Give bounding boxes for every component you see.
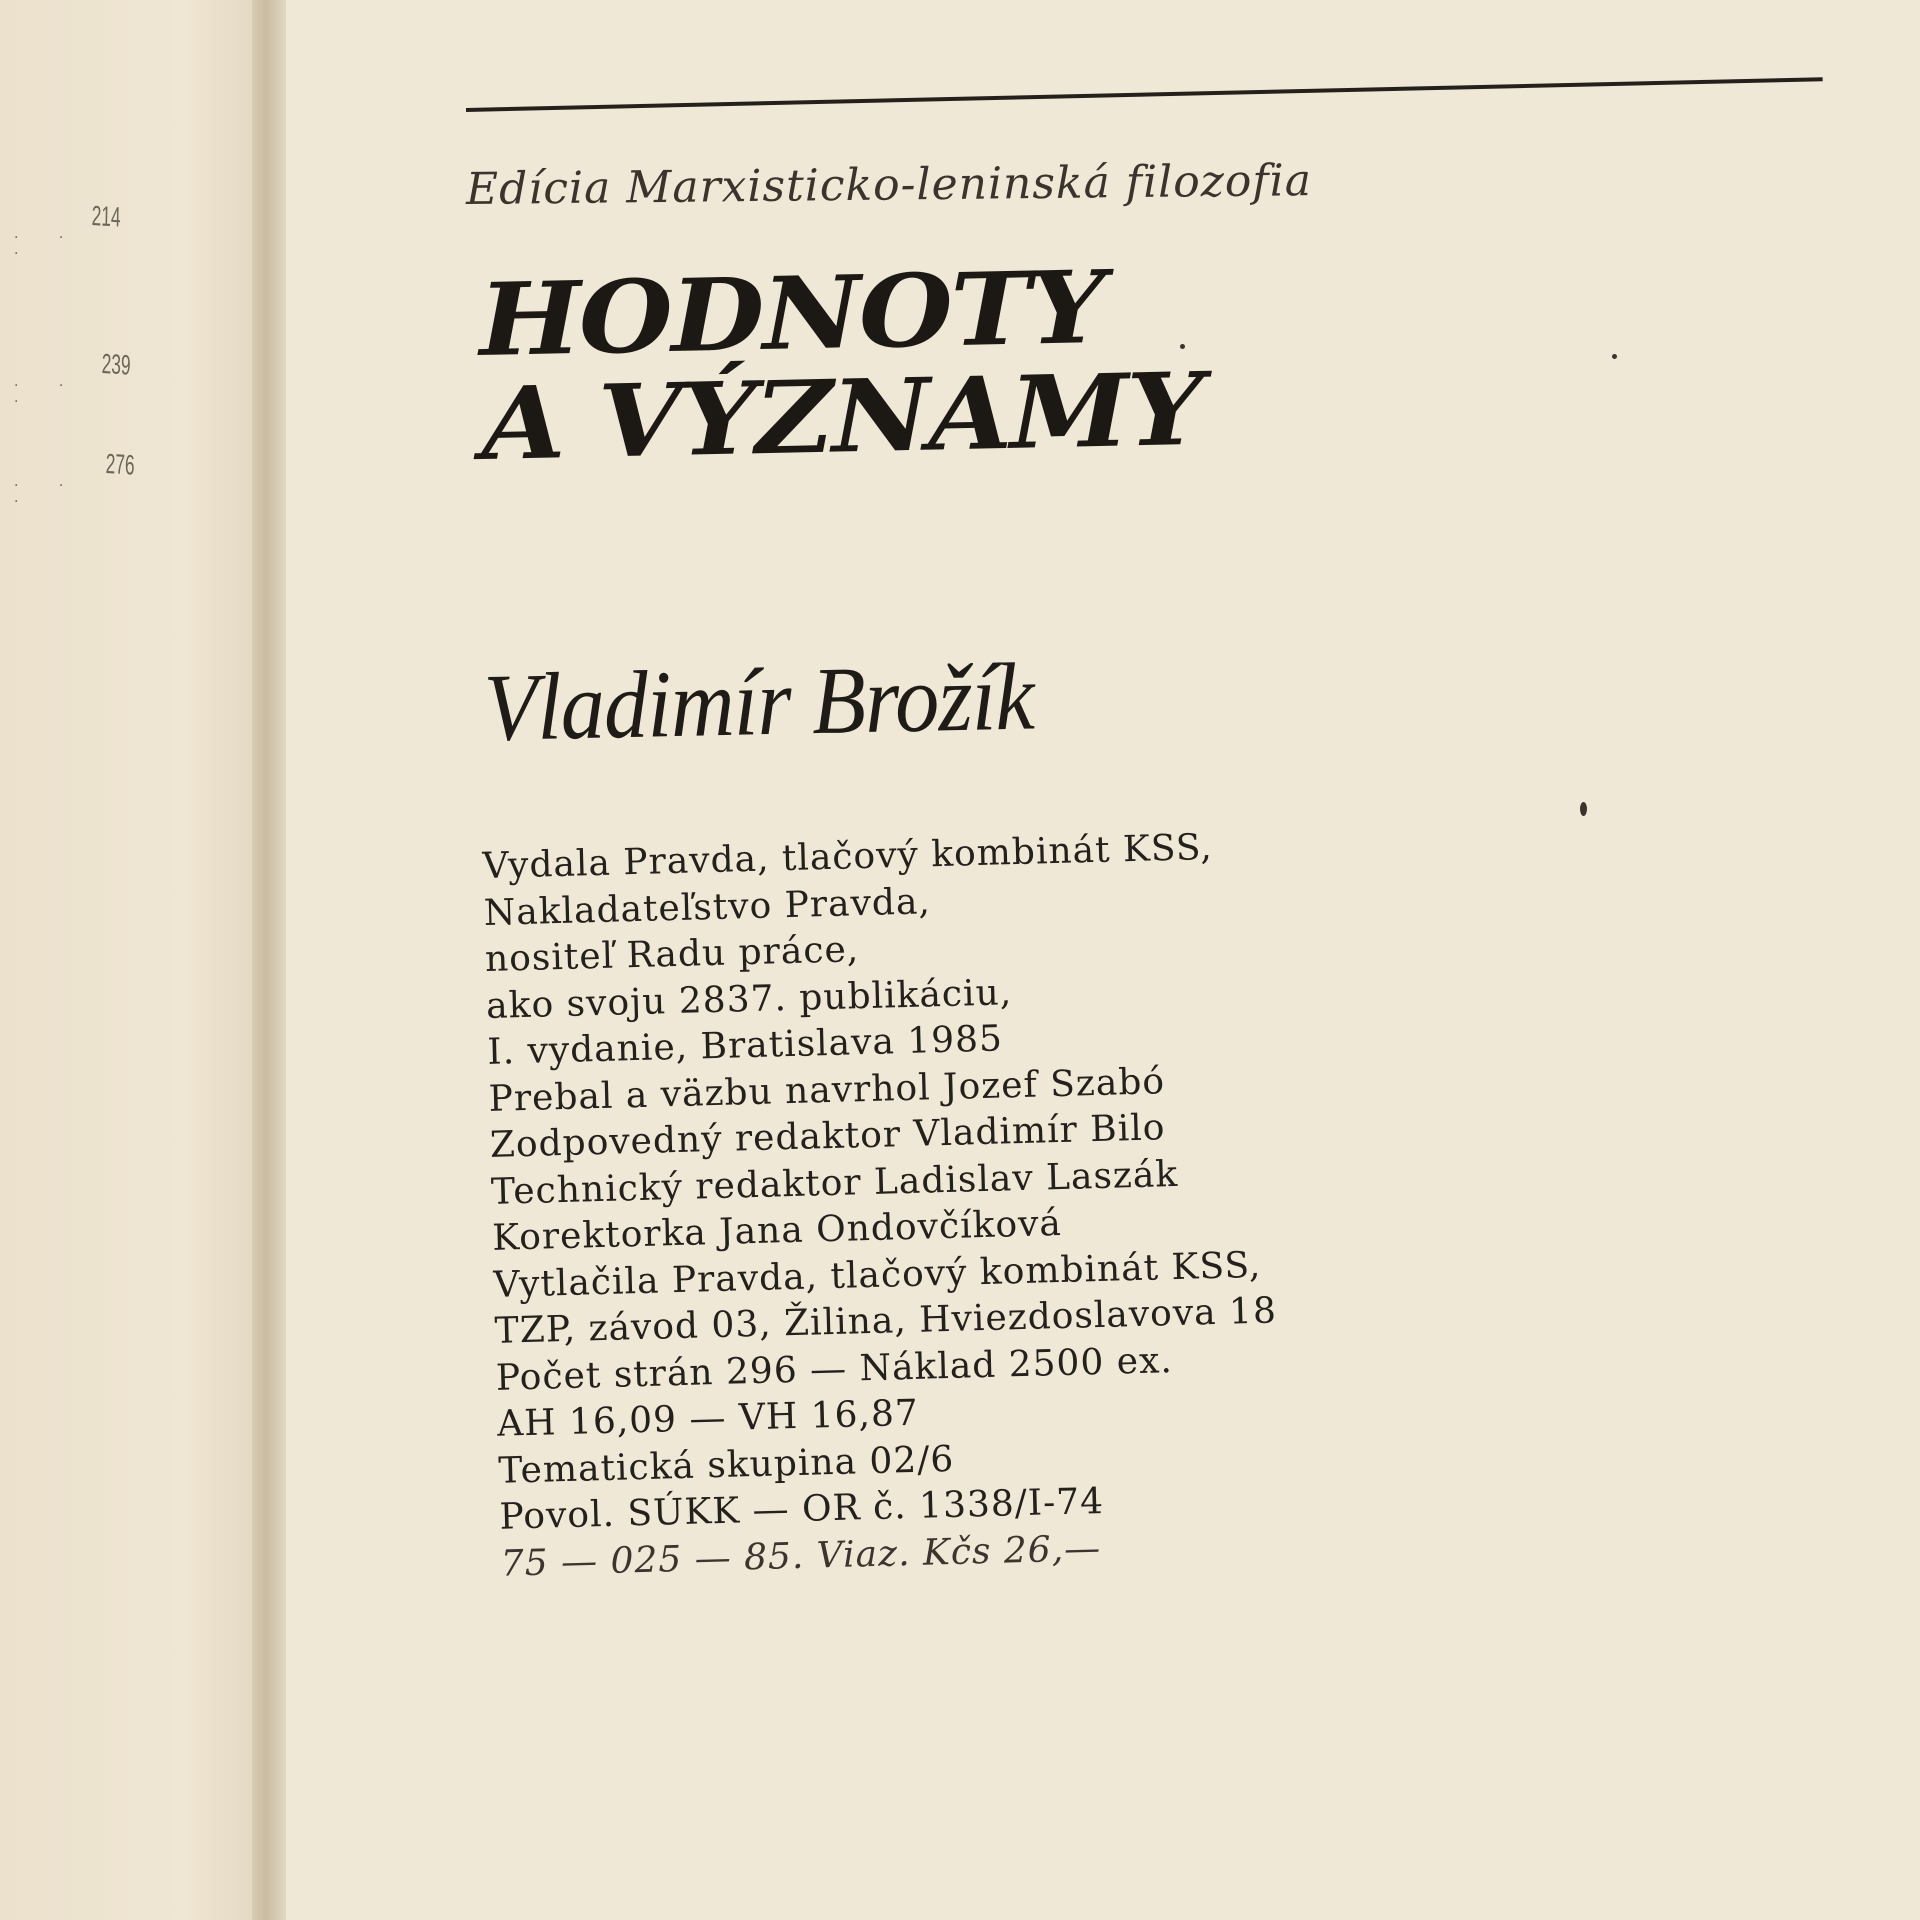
toc-dot-leader: . . .	[14, 374, 82, 406]
imprint-line: TZP, závod 03, Žilina, Hviezdoslavova 18	[494, 1290, 1278, 1352]
imprint-line: Zodpovedný redaktor Vladimír Bilo	[489, 1107, 1166, 1166]
toc-page-number: 214	[91, 200, 121, 233]
toc-page-number: 276	[105, 448, 135, 481]
imprint-line: AH 16,09 — VH 16,87	[496, 1392, 920, 1445]
imprint-line: Prebal a väzbu navrhol Jozef Szabó	[488, 1060, 1166, 1120]
paper-speck	[1580, 802, 1587, 816]
imprint-line: I. vydanie, Bratislava 1985	[486, 1018, 1004, 1073]
toc-entry	[0, 448, 150, 506]
imprint-line: Vytlačila Pravda, tlačový kombinát KSS,	[493, 1244, 1262, 1306]
book-title-line-2: A VÝZNAMY	[480, 349, 1204, 483]
toc-entry	[0, 200, 150, 258]
imprint-line: nositeľ Radu práce,	[484, 929, 860, 980]
book-gutter	[252, 0, 286, 1920]
imprint-price-line: 75 — 025 — 85. Viaz. Kčs 26,—	[500, 1527, 1102, 1585]
imprint-line: Korektorka Jana Ondovčíková	[491, 1202, 1063, 1259]
left-page	[0, 0, 262, 1920]
imprint-line: Tematická skupina 02/6	[497, 1438, 955, 1492]
toc-dot-leader: . . .	[14, 474, 82, 506]
toc-page-number: 239	[101, 348, 131, 381]
paper-speck	[1612, 354, 1617, 359]
toc-entry	[0, 348, 150, 406]
imprint-line: Technický redaktor Ladislav Laszák	[490, 1153, 1179, 1213]
author-name: Vladimír Brožík	[482, 642, 1035, 761]
book-title-line-1: HODNOTY	[477, 247, 1106, 379]
series-name: Edícia Marxisticko-leninská filozofia	[465, 155, 1313, 215]
book-title	[477, 247, 1204, 483]
imprint-line: ako svoju 2837. publikáciu,	[485, 971, 1013, 1027]
paper-speck	[1180, 344, 1185, 349]
toc-dot-leader: . . .	[14, 226, 82, 258]
imprint-line: Povol. SÚKK — OR č. 1338/I-74	[499, 1480, 1105, 1538]
imprint-line: Počet strán 296 — Náklad 2500 ex.	[495, 1339, 1174, 1399]
imprint-line: Nakladateľstvo Pravda,	[483, 880, 932, 934]
imprint-line: Vydala Pravda, tlačový kombinát KSS,	[482, 826, 1214, 887]
imprint-block	[482, 824, 1284, 1588]
